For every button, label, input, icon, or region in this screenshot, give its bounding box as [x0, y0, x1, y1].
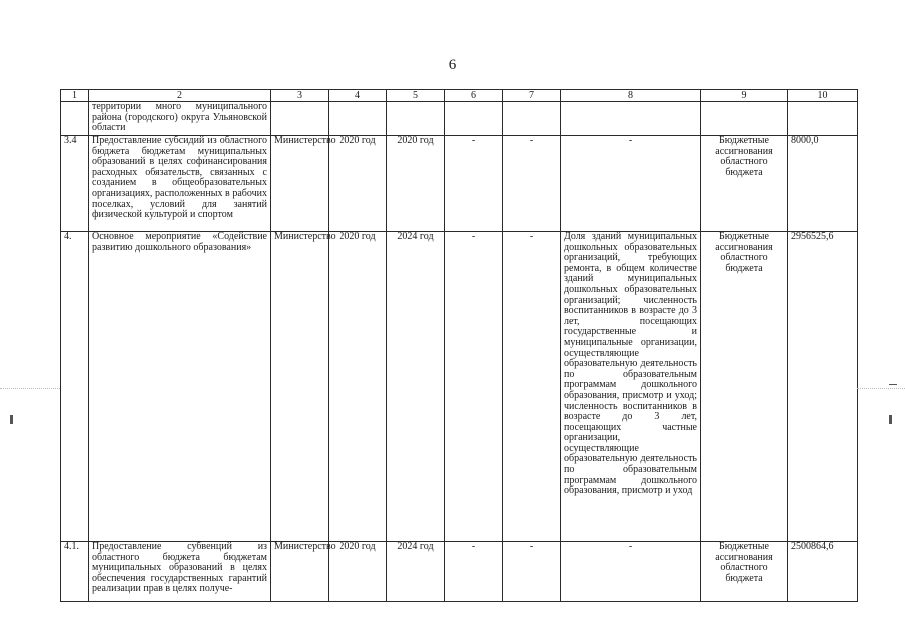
- table-row: [61, 232, 858, 542]
- row-amount: 8000,0: [788, 136, 858, 232]
- row-indicator: Доля зданий муниципальных дошкольных образовательных организаций, требующих ремонта, в общем количестве зданий муниципальных дошкольных образовательных организаций; численность воспитанников в возрасте до 3 лет, посещающих государственные и муниципальные организации, осуществляющие образовательную деятельность по образовательным программам дошкольного образования, присмотр и уход; численность воспитанников в возрасте до 3 лет, посещающих частные организации, осуществляющие образовательную деятельность по образовательным программам дошкольного образования, присмотр и уход: [561, 232, 701, 542]
- row-indicator: -: [561, 542, 701, 602]
- row-name: Основное мероприятие «Содействие развитию дошкольного образования»: [89, 232, 271, 542]
- page-number: 6: [448, 57, 457, 73]
- row-amount: 2956525,6: [788, 232, 858, 542]
- col-header-6: 6: [445, 90, 503, 102]
- row-col6: -: [445, 232, 503, 542]
- row-col7: -: [503, 542, 561, 602]
- row-source: Бюджетные ассигнования областного бюджета: [701, 232, 788, 542]
- row-col7: -: [503, 232, 561, 542]
- row-executor: [271, 102, 329, 136]
- row-number: [61, 102, 89, 136]
- col-header-10: 10: [788, 90, 858, 102]
- row-executor: Министерство: [271, 136, 329, 232]
- program-table: [60, 89, 858, 602]
- row-end: 2024 год: [387, 232, 445, 542]
- row-col7: -: [503, 136, 561, 232]
- col-header-7: 7: [503, 90, 561, 102]
- row-indicator: -: [561, 136, 701, 232]
- row-end: 2020 год: [387, 136, 445, 232]
- row-col6: -: [445, 542, 503, 602]
- row-col6: [445, 102, 503, 136]
- table-row: [61, 542, 858, 602]
- margin-mark-left: [10, 415, 13, 424]
- col-header-1: 1: [61, 90, 89, 102]
- header-row: [61, 90, 858, 102]
- table-row: [61, 136, 858, 232]
- row-amount: 2500864,6: [788, 542, 858, 602]
- col-header-3: 3: [271, 90, 329, 102]
- row-name: территории много муниципального района (городского) округа Ульяновской области: [89, 102, 271, 136]
- row-source: Бюджетные ассигнования областного бюджета: [701, 136, 788, 232]
- row-indicator: [561, 102, 701, 136]
- row-number: 4.1.: [61, 542, 89, 602]
- col-header-8: 8: [561, 90, 701, 102]
- col-header-5: 5: [387, 90, 445, 102]
- margin-mark-right: [889, 415, 892, 424]
- row-start: 2020 год: [329, 232, 387, 542]
- row-col6: -: [445, 136, 503, 232]
- col-header-4: 4: [329, 90, 387, 102]
- scan-dotted-line: [0, 388, 60, 389]
- table-row: [61, 102, 858, 136]
- row-amount: [788, 102, 858, 136]
- col-header-9: 9: [701, 90, 788, 102]
- row-end: [387, 102, 445, 136]
- row-start: 2020 год: [329, 136, 387, 232]
- row-number: 4.: [61, 232, 89, 542]
- margin-tick-right: [889, 384, 897, 385]
- row-name: Предоставление субсидий из областного бюджета бюджетам муниципальных образований в целях софинансирования расходных обязательств, связанных с созданием в общеобразовательных организациях, расположенных в рабочих поселках, условий для занятий физической культурой и спортом: [89, 136, 271, 232]
- col-header-2: 2: [89, 90, 271, 102]
- scan-dotted-line: [857, 388, 905, 389]
- row-end: 2024 год: [387, 542, 445, 602]
- row-source: Бюджетные ассигнования областного бюджета: [701, 542, 788, 602]
- row-name: Предоставление субвенций из областного бюджета бюджетам муниципальных образований в целях обеспечения государственных гарантий реализации прав в целях получе-: [89, 542, 271, 602]
- row-executor: Министерство: [271, 232, 329, 542]
- row-executor: Министерство: [271, 542, 329, 602]
- row-col7: [503, 102, 561, 136]
- row-start: [329, 102, 387, 136]
- row-source: [701, 102, 788, 136]
- row-start: 2020 год: [329, 542, 387, 602]
- row-number: 3.4: [61, 136, 89, 232]
